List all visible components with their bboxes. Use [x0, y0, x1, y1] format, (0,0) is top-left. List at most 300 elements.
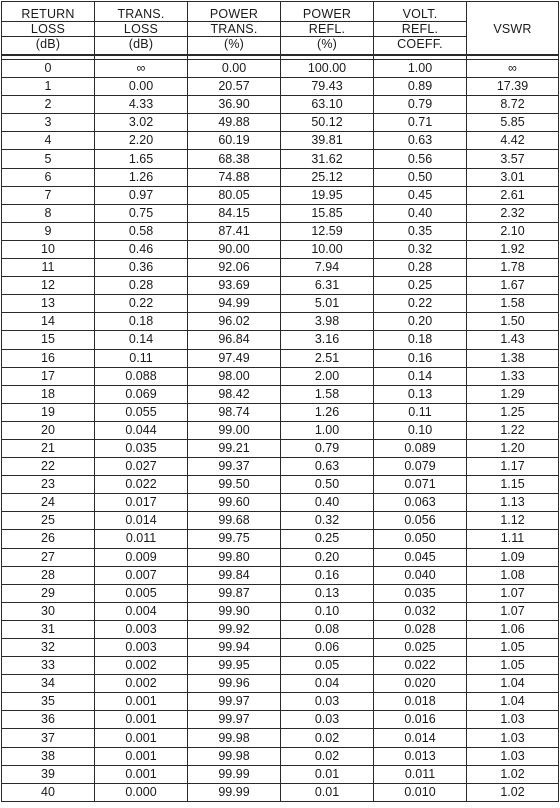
return-loss-cell: 34 — [2, 675, 95, 693]
volt-refl-coeff-cell: 0.28 — [374, 259, 467, 277]
table-row — [2, 349, 559, 367]
trans-loss-cell: 0.007 — [95, 566, 188, 584]
header-volt-refl-coeff — [374, 2, 467, 56]
volt-refl-coeff-cell: 0.35 — [374, 222, 467, 240]
power-trans-cell: 99.21 — [188, 439, 281, 457]
trans-loss-cell: 0.14 — [95, 331, 188, 349]
return-loss-cell: 9 — [2, 222, 95, 240]
power-refl-cell: 25.12 — [281, 168, 374, 186]
return-loss-cell: 29 — [2, 584, 95, 602]
vswr-cell: 2.61 — [467, 186, 559, 204]
return-loss-cell: 0 — [2, 60, 95, 78]
vswr-cell: 1.58 — [467, 295, 559, 313]
table-row — [2, 114, 559, 132]
volt-refl-coeff-cell: 0.32 — [374, 240, 467, 258]
vswr-cell: 1.07 — [467, 602, 559, 620]
vswr-cell: 1.03 — [467, 711, 559, 729]
header-line: LOSS — [95, 22, 187, 37]
vswr-cell: 1.03 — [467, 747, 559, 765]
table-row — [2, 783, 559, 801]
vswr-cell: 1.04 — [467, 675, 559, 693]
power-trans-cell: 96.84 — [188, 331, 281, 349]
volt-refl-coeff-cell: 0.011 — [374, 765, 467, 783]
trans-loss-cell: 0.003 — [95, 639, 188, 657]
vswr-cell: 1.92 — [467, 240, 559, 258]
trans-loss-cell: 0.055 — [95, 403, 188, 421]
power-trans-cell: 68.38 — [188, 150, 281, 168]
power-trans-cell: 99.95 — [188, 657, 281, 675]
vswr-cell: 2.32 — [467, 204, 559, 222]
vswr-cell: 1.78 — [467, 259, 559, 277]
power-trans-cell: 99.90 — [188, 602, 281, 620]
trans-loss-cell: 0.002 — [95, 675, 188, 693]
power-refl-cell: 0.10 — [281, 602, 374, 620]
volt-refl-coeff-cell: 0.035 — [374, 584, 467, 602]
volt-refl-coeff-cell: 0.063 — [374, 494, 467, 512]
power-trans-cell: 99.97 — [188, 711, 281, 729]
power-refl-cell: 0.01 — [281, 783, 374, 801]
header-power-trans — [188, 2, 281, 56]
volt-refl-coeff-cell: 0.013 — [374, 747, 467, 765]
volt-refl-coeff-cell: 0.63 — [374, 132, 467, 150]
vswr-cell: 1.50 — [467, 313, 559, 331]
volt-refl-coeff-cell: 0.79 — [374, 96, 467, 114]
table-row — [2, 331, 559, 349]
table-row — [2, 367, 559, 385]
trans-loss-cell: 0.75 — [95, 204, 188, 222]
volt-refl-coeff-cell: 0.18 — [374, 331, 467, 349]
power-refl-cell: 0.50 — [281, 476, 374, 494]
power-trans-cell: 87.41 — [188, 222, 281, 240]
volt-refl-coeff-cell: 0.022 — [374, 657, 467, 675]
return-loss-cell: 32 — [2, 639, 95, 657]
return-loss-cell: 15 — [2, 331, 95, 349]
volt-refl-coeff-cell: 1.00 — [374, 60, 467, 78]
table-row — [2, 204, 559, 222]
trans-loss-cell: 0.002 — [95, 657, 188, 675]
volt-refl-coeff-cell: 0.20 — [374, 313, 467, 331]
power-trans-cell: 49.88 — [188, 114, 281, 132]
power-refl-cell: 31.62 — [281, 150, 374, 168]
vswr-cell: 1.22 — [467, 421, 559, 439]
power-refl-cell: 7.94 — [281, 259, 374, 277]
volt-refl-coeff-cell: 0.056 — [374, 512, 467, 530]
return-loss-cell: 3 — [2, 114, 95, 132]
trans-loss-cell: 0.027 — [95, 458, 188, 476]
trans-loss-cell: 0.044 — [95, 421, 188, 439]
table-row — [2, 566, 559, 584]
header-line: LOSS — [2, 22, 94, 37]
table-row — [2, 693, 559, 711]
return-loss-cell: 4 — [2, 132, 95, 150]
power-refl-cell: 6.31 — [281, 277, 374, 295]
vswr-cell: 1.09 — [467, 548, 559, 566]
trans-loss-cell: 0.001 — [95, 711, 188, 729]
power-trans-cell: 84.15 — [188, 204, 281, 222]
header-line: VSWR — [493, 21, 532, 36]
power-refl-cell: 1.26 — [281, 403, 374, 421]
power-trans-cell: 92.06 — [188, 259, 281, 277]
power-refl-cell: 0.02 — [281, 729, 374, 747]
power-trans-cell: 93.69 — [188, 277, 281, 295]
power-refl-cell: 3.16 — [281, 331, 374, 349]
power-refl-cell: 0.13 — [281, 584, 374, 602]
return-loss-cell: 22 — [2, 458, 95, 476]
power-trans-cell: 99.98 — [188, 747, 281, 765]
power-refl-cell: 0.40 — [281, 494, 374, 512]
volt-refl-coeff-cell: 0.032 — [374, 602, 467, 620]
trans-loss-cell: 1.26 — [95, 168, 188, 186]
trans-loss-cell: 0.46 — [95, 240, 188, 258]
power-refl-cell: 0.08 — [281, 620, 374, 638]
vswr-cell: 1.02 — [467, 783, 559, 801]
power-refl-cell: 5.01 — [281, 295, 374, 313]
return-loss-cell: 38 — [2, 747, 95, 765]
power-refl-cell: 63.10 — [281, 96, 374, 114]
return-loss-table — [1, 1, 559, 802]
table-row — [2, 476, 559, 494]
return-loss-cell: 23 — [2, 476, 95, 494]
table-row — [2, 60, 559, 78]
table-row — [2, 313, 559, 331]
volt-refl-coeff-cell: 0.014 — [374, 729, 467, 747]
power-trans-cell: 20.57 — [188, 78, 281, 96]
power-trans-cell: 0.00 — [188, 60, 281, 78]
table-row — [2, 657, 559, 675]
vswr-cell: 1.11 — [467, 530, 559, 548]
table-row — [2, 458, 559, 476]
header-vswr — [467, 2, 559, 56]
volt-refl-coeff-cell: 0.10 — [374, 421, 467, 439]
power-trans-cell: 99.96 — [188, 675, 281, 693]
table-row — [2, 639, 559, 657]
table-row — [2, 222, 559, 240]
table-row — [2, 747, 559, 765]
power-refl-cell: 0.20 — [281, 548, 374, 566]
table-row — [2, 421, 559, 439]
table-row — [2, 78, 559, 96]
trans-loss-cell: 0.035 — [95, 439, 188, 457]
return-loss-cell: 1 — [2, 78, 95, 96]
return-loss-cell: 30 — [2, 602, 95, 620]
trans-loss-cell: 0.011 — [95, 530, 188, 548]
trans-loss-cell: 0.97 — [95, 186, 188, 204]
volt-refl-coeff-cell: 0.010 — [374, 783, 467, 801]
return-loss-cell: 8 — [2, 204, 95, 222]
table-row — [2, 675, 559, 693]
power-refl-cell: 10.00 — [281, 240, 374, 258]
vswr-cell: 1.17 — [467, 458, 559, 476]
vswr-cell: 5.85 — [467, 114, 559, 132]
return-loss-cell: 14 — [2, 313, 95, 331]
table-row — [2, 620, 559, 638]
power-trans-cell: 60.19 — [188, 132, 281, 150]
volt-refl-coeff-cell: 0.16 — [374, 349, 467, 367]
return-loss-cell: 26 — [2, 530, 95, 548]
volt-refl-coeff-cell: 0.079 — [374, 458, 467, 476]
table-row — [2, 729, 559, 747]
power-trans-cell: 94.99 — [188, 295, 281, 313]
vswr-cell: 1.02 — [467, 765, 559, 783]
trans-loss-cell: 0.004 — [95, 602, 188, 620]
vswr-cell: 1.03 — [467, 729, 559, 747]
power-trans-cell: 99.99 — [188, 765, 281, 783]
volt-refl-coeff-cell: 0.11 — [374, 403, 467, 421]
vswr-cell: 1.15 — [467, 476, 559, 494]
power-trans-cell: 74.88 — [188, 168, 281, 186]
table-body — [2, 60, 559, 802]
table-row — [2, 277, 559, 295]
power-trans-cell: 98.00 — [188, 367, 281, 385]
vswr-cell: 1.43 — [467, 331, 559, 349]
volt-refl-coeff-cell: 0.045 — [374, 548, 467, 566]
power-refl-cell: 2.51 — [281, 349, 374, 367]
power-refl-cell: 0.63 — [281, 458, 374, 476]
power-refl-cell: 2.00 — [281, 367, 374, 385]
volt-refl-coeff-cell: 0.016 — [374, 711, 467, 729]
vswr-cell: 1.06 — [467, 620, 559, 638]
table-row — [2, 512, 559, 530]
trans-loss-cell: 0.00 — [95, 78, 188, 96]
table-row — [2, 295, 559, 313]
vswr-cell: 8.72 — [467, 96, 559, 114]
power-refl-cell: 0.79 — [281, 439, 374, 457]
volt-refl-coeff-cell: 0.13 — [374, 385, 467, 403]
trans-loss-cell: 0.003 — [95, 620, 188, 638]
volt-refl-coeff-cell: 0.028 — [374, 620, 467, 638]
power-refl-cell: 0.25 — [281, 530, 374, 548]
table-row — [2, 439, 559, 457]
header-line: (dB) — [128, 36, 154, 51]
power-trans-cell: 99.37 — [188, 458, 281, 476]
trans-loss-cell: 0.017 — [95, 494, 188, 512]
volt-refl-coeff-cell: 0.071 — [374, 476, 467, 494]
return-loss-cell: 35 — [2, 693, 95, 711]
trans-loss-cell: 0.11 — [95, 349, 188, 367]
volt-refl-coeff-cell: 0.40 — [374, 204, 467, 222]
vswr-cell: 17.39 — [467, 78, 559, 96]
power-refl-cell: 19.95 — [281, 186, 374, 204]
power-trans-cell: 97.49 — [188, 349, 281, 367]
return-loss-cell: 5 — [2, 150, 95, 168]
return-loss-cell: 37 — [2, 729, 95, 747]
table-row — [2, 494, 559, 512]
power-trans-cell: 98.42 — [188, 385, 281, 403]
power-refl-cell: 15.85 — [281, 204, 374, 222]
table-row — [2, 711, 559, 729]
table-row — [2, 168, 559, 186]
vswr-cell: 4.42 — [467, 132, 559, 150]
power-refl-cell: 0.04 — [281, 675, 374, 693]
power-refl-cell: 0.16 — [281, 566, 374, 584]
power-trans-cell: 98.74 — [188, 403, 281, 421]
table-row — [2, 385, 559, 403]
table-row — [2, 96, 559, 114]
power-refl-cell: 50.12 — [281, 114, 374, 132]
return-loss-cell: 12 — [2, 277, 95, 295]
power-refl-cell: 0.03 — [281, 693, 374, 711]
return-loss-cell: 2 — [2, 96, 95, 114]
trans-loss-cell: 0.001 — [95, 693, 188, 711]
vswr-cell: 1.20 — [467, 439, 559, 457]
header-line: REFL. — [374, 22, 466, 37]
power-refl-cell: 39.81 — [281, 132, 374, 150]
header-line: RETURN — [2, 7, 94, 22]
power-trans-cell: 99.98 — [188, 729, 281, 747]
volt-refl-coeff-cell: 0.50 — [374, 168, 467, 186]
trans-loss-cell: 2.20 — [95, 132, 188, 150]
vswr-cell: 1.07 — [467, 584, 559, 602]
power-refl-cell: 0.06 — [281, 639, 374, 657]
volt-refl-coeff-cell: 0.71 — [374, 114, 467, 132]
volt-refl-coeff-cell: 0.25 — [374, 277, 467, 295]
power-refl-cell: 1.58 — [281, 385, 374, 403]
trans-loss-cell: 0.28 — [95, 277, 188, 295]
trans-loss-cell: 1.65 — [95, 150, 188, 168]
trans-loss-cell: 0.36 — [95, 259, 188, 277]
return-loss-cell: 28 — [2, 566, 95, 584]
header-return-loss — [2, 2, 95, 56]
table-row — [2, 150, 559, 168]
return-loss-cell: 6 — [2, 168, 95, 186]
vswr-cell: 3.01 — [467, 168, 559, 186]
power-trans-cell: 99.92 — [188, 620, 281, 638]
vswr-cell: 1.67 — [467, 277, 559, 295]
table-row — [2, 548, 559, 566]
power-refl-cell: 12.59 — [281, 222, 374, 240]
return-loss-cell: 21 — [2, 439, 95, 457]
header-power-refl — [281, 2, 374, 56]
return-loss-cell: 18 — [2, 385, 95, 403]
power-trans-cell: 99.94 — [188, 639, 281, 657]
power-trans-cell: 99.84 — [188, 566, 281, 584]
power-refl-cell: 0.01 — [281, 765, 374, 783]
power-refl-cell: 1.00 — [281, 421, 374, 439]
volt-refl-coeff-cell: 0.020 — [374, 675, 467, 693]
power-refl-cell: 100.00 — [281, 60, 374, 78]
vswr-cell: 1.25 — [467, 403, 559, 421]
trans-loss-cell: 0.000 — [95, 783, 188, 801]
power-trans-cell: 90.00 — [188, 240, 281, 258]
vswr-cell: 1.38 — [467, 349, 559, 367]
power-trans-cell: 99.60 — [188, 494, 281, 512]
table-row — [2, 259, 559, 277]
power-trans-cell: 99.68 — [188, 512, 281, 530]
power-trans-cell: 99.80 — [188, 548, 281, 566]
return-loss-cell: 27 — [2, 548, 95, 566]
trans-loss-cell: 0.009 — [95, 548, 188, 566]
header-trans-loss — [95, 2, 188, 56]
trans-loss-cell: 0.001 — [95, 765, 188, 783]
trans-loss-cell: ∞ — [95, 60, 188, 78]
header-line: (dB) — [35, 36, 61, 51]
return-loss-cell: 20 — [2, 421, 95, 439]
header-line: COEFF. — [397, 36, 443, 51]
return-loss-cell: 39 — [2, 765, 95, 783]
vswr-cell: 1.05 — [467, 639, 559, 657]
vswr-cell: 2.10 — [467, 222, 559, 240]
volt-refl-coeff-cell: 0.025 — [374, 639, 467, 657]
volt-refl-coeff-cell: 0.14 — [374, 367, 467, 385]
return-loss-cell: 36 — [2, 711, 95, 729]
power-trans-cell: 96.02 — [188, 313, 281, 331]
header-line: POWER — [281, 7, 373, 22]
vswr-cell: 1.33 — [467, 367, 559, 385]
table-row — [2, 602, 559, 620]
power-trans-cell: 99.75 — [188, 530, 281, 548]
volt-refl-coeff-cell: 0.56 — [374, 150, 467, 168]
trans-loss-cell: 0.022 — [95, 476, 188, 494]
power-trans-cell: 36.90 — [188, 96, 281, 114]
volt-refl-coeff-cell: 0.018 — [374, 693, 467, 711]
vswr-cell: 1.08 — [467, 566, 559, 584]
trans-loss-cell: 0.58 — [95, 222, 188, 240]
vswr-cell: 1.13 — [467, 494, 559, 512]
trans-loss-cell: 0.005 — [95, 584, 188, 602]
table-row — [2, 584, 559, 602]
power-refl-cell: 0.32 — [281, 512, 374, 530]
table-row — [2, 530, 559, 548]
power-refl-cell: 0.05 — [281, 657, 374, 675]
table-row — [2, 186, 559, 204]
return-loss-cell: 13 — [2, 295, 95, 313]
table-row — [2, 403, 559, 421]
trans-loss-cell: 0.014 — [95, 512, 188, 530]
power-trans-cell: 99.97 — [188, 693, 281, 711]
return-loss-cell: 16 — [2, 349, 95, 367]
return-loss-cell: 25 — [2, 512, 95, 530]
power-trans-cell: 99.99 — [188, 783, 281, 801]
trans-loss-cell: 0.22 — [95, 295, 188, 313]
trans-loss-cell: 0.069 — [95, 385, 188, 403]
trans-loss-cell: 0.18 — [95, 313, 188, 331]
power-refl-cell: 79.43 — [281, 78, 374, 96]
return-loss-cell: 40 — [2, 783, 95, 801]
trans-loss-cell: 3.02 — [95, 114, 188, 132]
header-line: VOLT. — [374, 7, 466, 22]
header-line: REFL. — [281, 22, 373, 37]
volt-refl-coeff-cell: 0.89 — [374, 78, 467, 96]
trans-loss-cell: 4.33 — [95, 96, 188, 114]
return-loss-cell: 24 — [2, 494, 95, 512]
power-trans-cell: 99.50 — [188, 476, 281, 494]
trans-loss-cell: 0.001 — [95, 729, 188, 747]
table-header-row — [2, 2, 559, 56]
power-trans-cell: 99.87 — [188, 584, 281, 602]
table-row — [2, 765, 559, 783]
table-row — [2, 132, 559, 150]
power-refl-cell: 0.03 — [281, 711, 374, 729]
return-loss-cell: 31 — [2, 620, 95, 638]
trans-loss-cell: 0.088 — [95, 367, 188, 385]
vswr-cell: 1.04 — [467, 693, 559, 711]
power-trans-cell: 80.05 — [188, 186, 281, 204]
vswr-cell: 1.12 — [467, 512, 559, 530]
volt-refl-coeff-cell: 0.050 — [374, 530, 467, 548]
volt-refl-coeff-cell: 0.089 — [374, 439, 467, 457]
return-loss-cell: 33 — [2, 657, 95, 675]
table-row — [2, 240, 559, 258]
vswr-cell: ∞ — [467, 60, 559, 78]
power-trans-cell: 99.00 — [188, 421, 281, 439]
vswr-cell: 1.29 — [467, 385, 559, 403]
header-line: TRANS. — [95, 7, 187, 22]
volt-refl-coeff-cell: 0.45 — [374, 186, 467, 204]
return-loss-cell: 19 — [2, 403, 95, 421]
header-line: TRANS. — [188, 22, 280, 37]
header-line: (%) — [223, 36, 245, 51]
vswr-cell: 3.57 — [467, 150, 559, 168]
